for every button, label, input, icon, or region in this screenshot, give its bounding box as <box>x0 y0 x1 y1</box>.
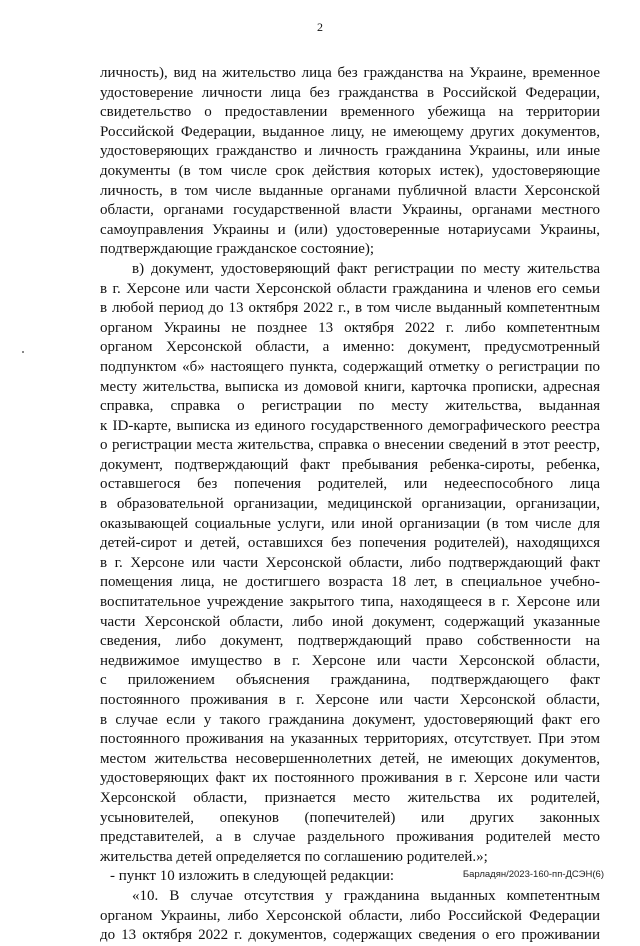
text-line: о регистрации места жительства, справка о внесении сведений в этот реестр, <box>100 437 600 454</box>
text-line: местом жительства несовершеннолетних детей, не имеющих документов, <box>100 750 600 767</box>
text-line: усыновителей, опекунов (попечителей) или других законных <box>100 809 600 826</box>
text-line: Херсонской области, признается место жительства их родителей, <box>100 789 600 806</box>
text-line: жительства детей определяется по соглашению родителей.»; <box>100 848 488 865</box>
text-line: органом Херсонской области, а именно: документ, предусмотренный <box>100 339 600 356</box>
text-line: удостоверяющих гражданство и личность гражданина Украины, или иные <box>100 143 600 160</box>
text-line: «10. В случае отсутствия у гражданина выданных компетентным <box>132 887 600 904</box>
text-line: части Херсонской области, либо иной документ, содержащий указанные <box>100 613 600 630</box>
text-line: в случае если у такого гражданина документ, удостоверяющий факт его <box>100 711 600 728</box>
text-line: с приложением объяснения гражданина, подтверждающего факт <box>100 672 600 689</box>
text-line: подтверждающие гражданское состояние); <box>100 241 375 258</box>
text-line: Российской Федерации, выданное лицу, не имеющему других документов, <box>100 123 600 140</box>
text-line: воспитательное учреждение закрытого типа, находящееся в г. Херсоне или <box>100 594 600 611</box>
text-line: сведения, либо документ, подтверждающий право собственности на <box>100 633 600 650</box>
text-line: органом Украины не позднее 13 октября 2022 г. либо компетентным <box>100 319 600 336</box>
text-line: оказывающей социальные услуги, или иной организации (в том числе для <box>100 515 600 532</box>
text-line: в образовательной организации, медицинской организации, организации, <box>100 496 600 513</box>
text-line: свидетельство о предоставлении временного убежища на территории <box>100 104 600 121</box>
document-body <box>100 64 600 946</box>
text-line: самоуправления Украины и (или) удостоверенные нотариусами Украины, <box>100 221 600 238</box>
text-line: месту жительства, выписка из домовой книги, карточка прописки, адресная <box>100 378 600 395</box>
text-line: удостоверяющих факт их постоянного проживания в г. Херсоне или части <box>100 770 600 787</box>
text-line: области, органами государственной власти Украины, органами местного <box>100 202 600 219</box>
text-line: органом Украины, либо Херсонской области, либо Российской Федерации <box>100 907 600 924</box>
text-line: постоянного проживания на указанных территориях, отсутствует. При этом <box>100 731 600 748</box>
text-line: - пункт 10 изложить в следующей редакции: <box>110 868 395 885</box>
text-line: до 13 октября 2022 г. документов, содержащих сведения о его проживании <box>100 927 600 944</box>
text-line: документы (в том числе срок действия которых истек), удостоверяющие <box>100 162 600 179</box>
text-line: детей-сирот и детей, оставшихся без попечения родителей), находящихся <box>100 535 600 552</box>
text-line: недвижимое имущество в г. Херсоне или части Херсонской области, <box>100 652 600 669</box>
text-line: личность, в том числе выданные органами публичной власти Херсонской <box>100 182 600 199</box>
text-line: справка, справка о регистрации по месту жительства, выданная <box>100 398 600 415</box>
text-line: представителей, а в случае раздельного проживания родителей место <box>100 829 600 846</box>
text-line: оставшегося без попечения родителей, или недееспособного лица <box>100 476 600 493</box>
text-line: в г. Херсоне или части Херсонской области гражданина и членов его семьи <box>100 280 600 297</box>
text-line: подпунктом «б» настоящего пункта, содержащий отметку о регистрации по <box>100 358 600 375</box>
text-line: помещения лица, не достигшего возраста 18 лет, в специальное учебно- <box>100 574 600 591</box>
text-line: к ID-карте, выписка из единого государственного демографического реестра <box>100 417 600 434</box>
text-line: в) документ, удостоверяющий факт регистрации по месту жительства <box>132 260 600 277</box>
text-line: удостоверение личности лица без гражданства в Российской Федерации, <box>100 84 600 101</box>
page-number: 2 <box>317 20 323 34</box>
text-line: в любой период до 13 октября 2022 г., в том числе выданный компетентным <box>100 300 600 317</box>
text-line: постоянного проживания в г. Херсоне или части Херсонской области, <box>100 692 600 708</box>
text-line: документ, подтверждающий факт пребывания ребенка-сироты, ребенка, <box>100 456 600 473</box>
text-line: личность), вид на жительство лица без гражданства на Украине, временное <box>100 65 600 81</box>
margin-mark <box>22 351 24 353</box>
document-footer-code: Барладян/2023-160-пп-ДСЭН(6) <box>462 869 604 880</box>
text-line: в г. Херсоне или части Херсонской области, либо подтверждающий факт <box>100 554 600 571</box>
